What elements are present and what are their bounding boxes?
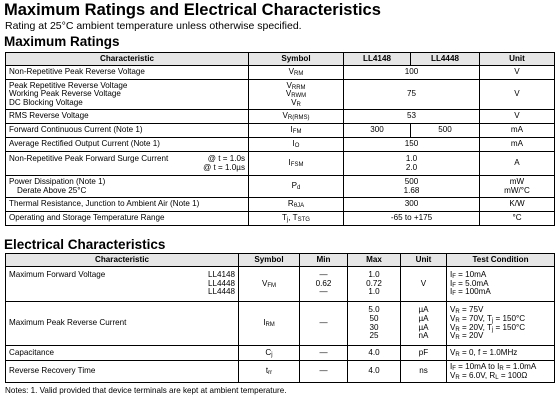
cell-char: Thermal Resistance, Junction to Ambient Air (Note 1) — [6, 198, 249, 212]
cell-symbol: $V_{FM}$ — [239, 267, 300, 302]
cell-char: @ t = 1.0s @ t = 1.0µs Non-Repetitive Peak Forward Surge Current — [6, 152, 249, 176]
cell-unit: °C — [480, 212, 555, 226]
cell-max: 4.0 — [348, 361, 401, 383]
cell-char: Reverse Recovery Time — [6, 361, 239, 383]
cell-min: — — [300, 302, 348, 346]
cell-max: 5.0 50 30 25 — [348, 302, 401, 346]
cell-char: Average Rectified Output Current (Note 1) — [6, 138, 249, 152]
table-header-row — [6, 254, 555, 267]
cell-symbol: $C_j$ — [239, 346, 300, 361]
cell-symbol: $T_j$, $T_{STG}$ — [249, 212, 344, 226]
table-row — [6, 138, 555, 152]
cell-value: 1.0 2.0 — [344, 152, 480, 176]
cell-value-ll4148: 300 — [344, 124, 411, 138]
cell-char: Maximum Peak Reverse Current — [6, 302, 239, 346]
cell-symbol: $V_{RRM}$ $V_{RWM}$ $V_R$ — [249, 80, 344, 110]
cell-unit: ns — [401, 361, 447, 383]
cell-symbol: $I_{FSM}$ — [249, 152, 344, 176]
cell-condition: $V_R = 75V$ $V_R = 70V$, $T_j = 150^\circ C$ $V_R = 20V$, $T_j = 150^\circ C$ $V_R = 20V$ — [447, 302, 555, 346]
table-header-row — [6, 53, 555, 66]
table-row — [6, 110, 555, 124]
cell-value: 150 — [344, 138, 480, 152]
cell-unit: A — [480, 152, 555, 176]
cell-condition: $V_R = 0$, f = 1.0MHz — [447, 346, 555, 361]
table-row — [6, 176, 555, 198]
cell-value: 75 — [344, 80, 480, 110]
col-symbol: Symbol — [239, 254, 300, 267]
table-row — [6, 124, 555, 138]
cell-char: Peak Repetitive Reverse Voltage Working Peak Reverse Voltage DC Blocking Voltage — [6, 80, 249, 110]
cell-unit: mW mW/°C — [480, 176, 555, 198]
col-ll4448: LL4448 — [411, 53, 480, 66]
cell-unit: V — [480, 66, 555, 80]
cell-unit: mA — [480, 124, 555, 138]
col-min: Min — [300, 254, 348, 267]
cell-value: 100 — [344, 66, 480, 80]
cell-symbol: $V_{RM}$ — [249, 66, 344, 80]
cell-unit: mA — [480, 138, 555, 152]
col-test-condition: Test Condition — [447, 254, 555, 267]
cell-symbol: $P_d$ — [249, 176, 344, 198]
col-characteristic: Characteristic — [6, 53, 249, 66]
notes: Notes: 1. Valid provided that device terminals are kept at ambient temperature. — [5, 386, 287, 395]
table-row — [6, 267, 555, 302]
cell-value: 500 1.68 — [344, 176, 480, 198]
cell-unit: V — [480, 110, 555, 124]
col-characteristic: Characteristic — [6, 254, 239, 267]
cell-unit: pF — [401, 346, 447, 361]
table-row — [6, 66, 555, 80]
table-row — [6, 346, 555, 361]
electrical-heading: Electrical Characteristics — [4, 237, 166, 252]
cell-condition: $I_F = 10mA$ to $I_R = 1.0mA$ $V_R = 6.0V$, $R_L = 100\Omega$ — [447, 361, 555, 383]
col-ll4148: LL4148 — [344, 53, 411, 66]
table-row — [6, 361, 555, 383]
page-subtitle: Rating at 25°C ambient temperature unless otherwise specified. — [5, 20, 302, 32]
cell-char: Non-Repetitive Peak Reverse Voltage — [6, 66, 249, 80]
cell-symbol: $R_{\theta JA}$ — [249, 198, 344, 212]
cell-char: LL4148 LL4448 LL4448 Maximum Forward Voltage — [6, 267, 239, 302]
electrical-table — [5, 253, 555, 383]
cell-min: — — [300, 346, 348, 361]
cell-char: Forward Continuous Current (Note 1) — [6, 124, 249, 138]
cell-unit: V — [480, 80, 555, 110]
cell-symbol: $I_{RM}$ — [239, 302, 300, 346]
col-unit: Unit — [401, 254, 447, 267]
cell-unit: µA µA µA nA — [401, 302, 447, 346]
cell-char: Power Dissipation (Note 1) Derate Above 25°C — [6, 176, 249, 198]
col-max: Max — [348, 254, 401, 267]
cell-min: — 0.62 — — [300, 267, 348, 302]
table-row — [6, 302, 555, 346]
cell-max: 1.0 0.72 1.0 — [348, 267, 401, 302]
page-title: Maximum Ratings and Electrical Characteristics — [4, 1, 381, 19]
table-row — [6, 212, 555, 226]
table-row — [6, 80, 555, 110]
cell-symbol: $t_{rr}$ — [239, 361, 300, 383]
cell-unit: V — [401, 267, 447, 302]
cell-char: Operating and Storage Temperature Range — [6, 212, 249, 226]
max-ratings-table — [5, 52, 555, 226]
cell-value: -65 to +175 — [344, 212, 480, 226]
cell-symbol: $I_{FM}$ — [249, 124, 344, 138]
cell-char: RMS Reverse Voltage — [6, 110, 249, 124]
cell-value: 53 — [344, 110, 480, 124]
table-row — [6, 198, 555, 212]
cell-symbol: $I_O$ — [249, 138, 344, 152]
cell-condition: $I_F = 10mA$ $I_F = 5.0mA$ $I_F = 100mA$ — [447, 267, 555, 302]
col-symbol: Symbol — [249, 53, 344, 66]
max-ratings-heading: Maximum Ratings — [4, 34, 120, 49]
cell-value: 300 — [344, 198, 480, 212]
cell-max: 4.0 — [348, 346, 401, 361]
cell-char: Capacitance — [6, 346, 239, 361]
cell-value-ll4448: 500 — [411, 124, 480, 138]
cell-min: — — [300, 361, 348, 383]
table-row — [6, 152, 555, 176]
col-unit: Unit — [480, 53, 555, 66]
cell-unit: K/W — [480, 198, 555, 212]
cell-symbol: $V_{R(RMS)}$ — [249, 110, 344, 124]
